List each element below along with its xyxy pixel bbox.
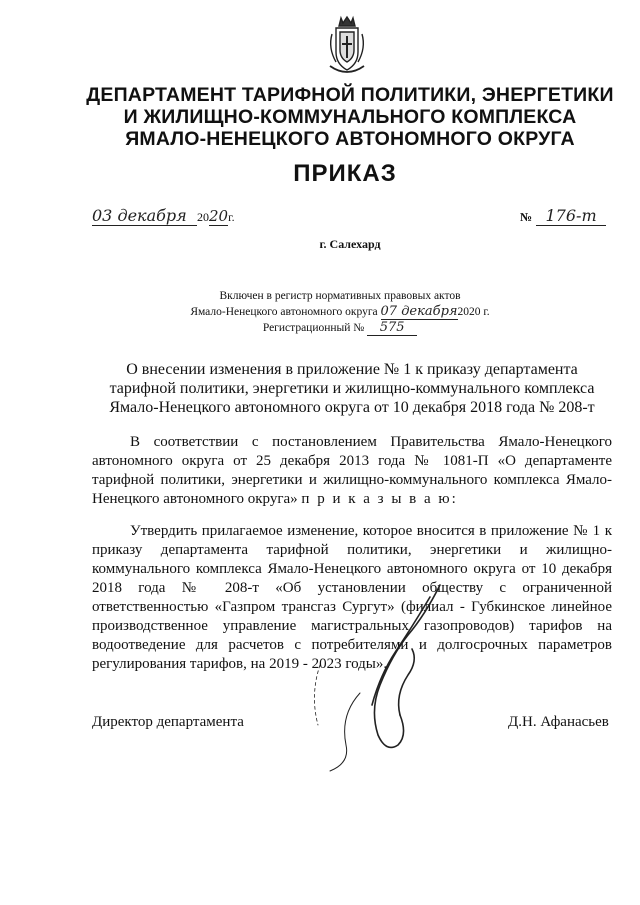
number-label: №: [520, 210, 533, 224]
year-suffix: г.: [228, 210, 235, 224]
year-handwritten: 20: [209, 207, 229, 225]
order-date: [92, 206, 262, 230]
registry-date-handwritten: 07 декабря: [380, 304, 458, 319]
order-verb: п р и к а з ы в а ю:: [301, 491, 458, 507]
signer-position: Директор департамента: [92, 714, 244, 730]
registry-line: Ямало-Ненецкого автономного округа 07 декабря2020 г.: [190, 304, 490, 319]
order-number: [520, 206, 620, 230]
registry-line: Регистрационный № 575: [150, 320, 530, 336]
number-handwritten: 176-т: [536, 206, 606, 226]
order-subject: [92, 360, 612, 417]
department-header: [60, 84, 640, 150]
registry-number-handwritten: 575: [367, 320, 417, 336]
date-handwritten: 03 декабря: [92, 206, 197, 226]
preamble-paragraph: В соответствии с постановлением Правительства Ямало-Ненецкого автономного округа от 25 декабря 2013 года № 1081-П «О департаменте тарифной политики, энергетики и жилищно-коммунального комплекса Ямало-Ненецкого автономного округа» п р и к а з ы в а ю:: [92, 434, 612, 507]
header-line: ЯМАЛО-НЕНЕЦКОГО АВТОНОМНОГО ОКРУГА: [125, 128, 575, 150]
city: г. Салехард: [319, 237, 381, 251]
year-prefix: 20: [197, 210, 209, 224]
subject-line: Ямало-Ненецкого автономного округа от 10 декабря 2018 года № 208-т: [109, 399, 595, 416]
header-line: ДЕПАРТАМЕНТ ТАРИФНОЙ ПОЛИТИКИ, ЭНЕРГЕТИКИ: [86, 84, 614, 106]
order-body-paragraph: Утвердить прилагаемое изменение, которое вносится в приложение № 1 к приказу департамента тарифной политики, энергетики и жилищно-коммунального комплекса Ямало-Ненецкого автономного округа от 10 декабря 2018 года № 208-т «Об установлении обществу с ограниченной ответственностью «Газпром трансгаз Сургут» (филиал - Губкинское линейное производственное управление магистральных газопроводов) тарифов на водоотведение для расчетов с потребителями и долгосрочных параметров регулирования тарифов, на 2019 - 2023 годы».: [92, 523, 612, 672]
registry-line: Включен в регистр нормативных правовых актов: [219, 290, 461, 302]
subject-line: тарифной политики, энергетики и жилищно-коммунального комплекса: [109, 380, 595, 397]
signer-name: Д.Н. Афанасьев: [508, 714, 609, 730]
coat-of-arms-icon: [324, 14, 370, 76]
document-title: ПРИКАЗ: [293, 160, 397, 187]
subject-line: О внесении изменения в приложение № 1 к приказу департамента: [126, 361, 578, 378]
header-line: И ЖИЛИЩНО-КОММУНАЛЬНОГО КОМПЛЕКСА: [123, 106, 577, 128]
registry-stamp: [150, 289, 530, 336]
signature-icon: [300, 575, 460, 775]
